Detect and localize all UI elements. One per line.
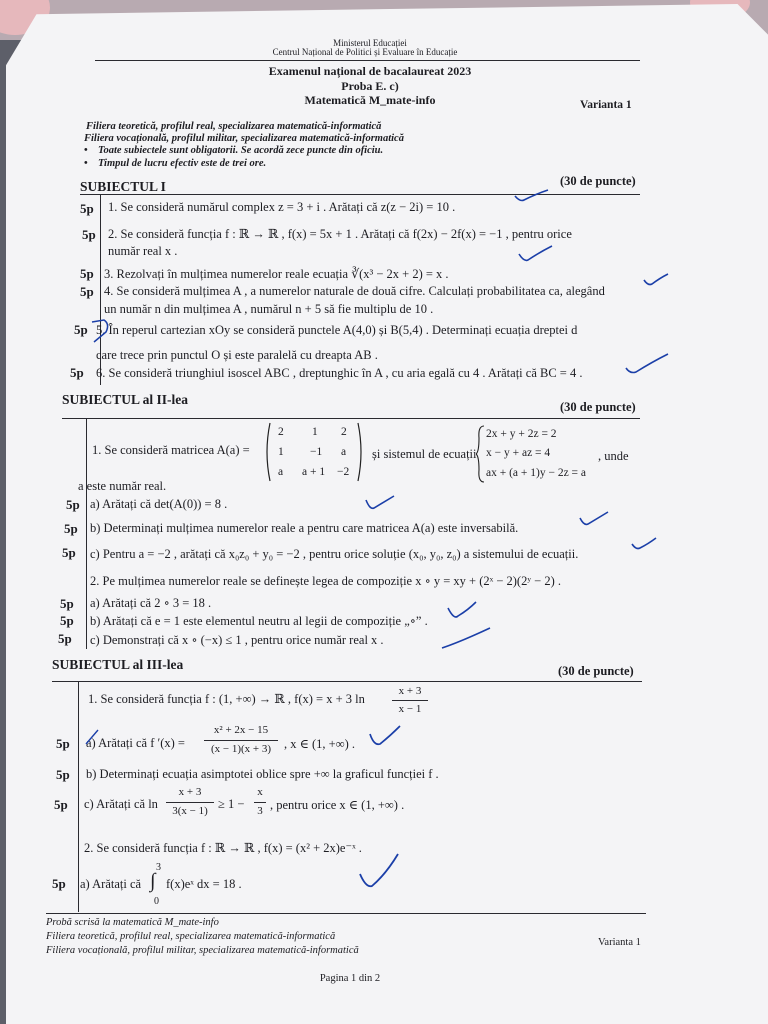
subject-title: Matematică M_mate-info [304, 93, 436, 107]
s3-1c-pts: 5p [54, 797, 68, 812]
matrix-cell: 1 [312, 426, 318, 438]
s3-p1-frac-bar [392, 700, 428, 701]
s3-2a-tail: f(x)eˣ dx = 18 . [166, 877, 242, 891]
s1-rule [80, 194, 640, 195]
intro-bullet-2: Timpul de lucru efectiv este de trei ore. [98, 158, 267, 169]
bullet-2-dot: • [84, 158, 88, 169]
variant-top: Varianta 1 [580, 99, 632, 111]
checkmark-icon [440, 624, 494, 654]
s1-q5-cont: care trece prin punctul O și este paralelă cu dreapta AB . [96, 348, 378, 362]
s2-1b-text: b) Determinați mulțimea numerelor reale a pentru care matricea A(a) este inversabilă. [90, 521, 519, 535]
footer-line-3: Filiera vocațională, profilul militar, specializarea matematică-informatică [46, 945, 359, 956]
s2-rule [62, 418, 640, 419]
s2-2a-pts: 5p [60, 596, 74, 611]
pen-scribble [84, 728, 102, 746]
ministry-line: Ministerul Educației [333, 38, 407, 48]
s3-1c-mid: ≥ 1 − [218, 797, 245, 811]
s3-2a-lower: 0 [154, 896, 159, 907]
system-brace [476, 424, 486, 484]
checkmark-icon [358, 852, 402, 892]
checkmark-icon [578, 510, 612, 530]
intro-line-2: Filiera vocațională, profilul militar, specializarea matematică-informatică [84, 133, 404, 144]
s1-title: SUBIECTUL I [80, 179, 166, 194]
footer-line-1: Probă scrisă la matematică M_mate-info [46, 917, 219, 928]
checkmark-icon [630, 536, 660, 554]
integral-sign: ∫ [150, 870, 156, 892]
s3-points: (30 de puncte) [558, 664, 634, 678]
pen-scribble [88, 318, 114, 346]
s2-system-lead: și sistemul de ecuații [372, 447, 477, 461]
exam-title: Examenul național de bacalaureat 2023 [268, 64, 472, 78]
s3-1c-lead: c) Arătați că ln [84, 797, 158, 811]
system-eq-2: x − y + az = 4 [486, 447, 551, 459]
s3-1a-pts: 5p [56, 736, 70, 751]
checkmark-icon [624, 352, 672, 378]
matrix-cell: a + 1 [302, 466, 326, 478]
s2-2c-pts: 5p [58, 631, 72, 646]
s3-2a-upper: 3 [156, 862, 161, 873]
checkmark-icon [516, 244, 556, 266]
matrix-cell: −1 [310, 446, 323, 458]
checkmark-icon [446, 600, 480, 624]
system-eq-1: 2x + y + 2z = 2 [486, 428, 557, 440]
matrix-cell: 2 [278, 426, 284, 438]
s3-1c-num2: x [257, 786, 263, 798]
s1-q5-pts: 5p [74, 322, 88, 337]
s3-1c-num: x + 3 [178, 786, 202, 798]
header-rule [95, 60, 640, 61]
s3-1c-frac2-bar [254, 802, 266, 803]
s1-q2-pts: 5p [82, 227, 96, 242]
center-line: Centrul Național de Politici și Evaluare în Educație [272, 47, 458, 57]
checkmark-icon [642, 270, 672, 288]
s3-rule [52, 681, 642, 682]
s3-2a-pts: 5p [52, 876, 66, 891]
matrix-cell: 1 [278, 446, 284, 458]
footer-page: Pagina 1 din 2 [319, 973, 381, 984]
s2-p1-lead: 1. Se consideră matricea A(a) = [92, 443, 250, 457]
footer-line-2: Filiera teoretică, profilul real, specializarea matematică-informatică [46, 931, 336, 942]
s1-q4-text: 4. Se consideră mulțimea A , a numerelor naturale de două cifre. Calculați probabilitatea ca, alegând [104, 284, 605, 298]
s1-q6-pts: 5p [70, 365, 84, 380]
matrix-cell: a [341, 446, 347, 458]
s2-2b-text: b) Arătați că e = 1 este elementul neutru al legii de compoziție „∘” . [90, 614, 428, 628]
checkmark-icon [512, 188, 552, 206]
s1-q3-pts: 5p [80, 266, 94, 281]
proba-title: Proba E. c) [341, 79, 399, 93]
matrix-cell: 2 [341, 426, 347, 438]
s3-1b-pts: 5p [56, 767, 70, 782]
s3-1a-frac-bar [204, 740, 278, 741]
s3-1c-den2: 3 [257, 805, 263, 817]
bullet-1-dot: • [84, 145, 88, 156]
s2-1c-text: c) Pentru a = −2 , arătați că x₀z₀ + y₀ = −2 , pentru orice soluție (x₀, y₀, z₀) a sistemului de ecuații. [90, 547, 579, 561]
s2-points: (30 de puncte) [560, 400, 636, 414]
s3-p1-frac-den: x − 1 [398, 703, 422, 715]
s1-q2-cont: număr real x . [108, 244, 178, 258]
s2-2a-text: a) Arătați că 2 ∘ 3 = 18 . [90, 596, 212, 610]
s1-q5-text: 5. În reperul cartezian xOy se consideră punctele A(4,0) și B(5,4) . Determinați ecuația dreptei d [96, 323, 578, 337]
s2-1a-text: a) Arătați că det(A(0)) = 8 . [90, 497, 228, 511]
s2-1a-pts: 5p [66, 497, 80, 512]
s2-unde: , unde [598, 449, 629, 463]
system-eq-3: ax + (a + 1)y − 2z = a [486, 467, 587, 479]
s3-2a-lead: a) Arătați că [80, 877, 142, 891]
s3-title: SUBIECTUL al III-lea [52, 657, 184, 672]
intro-line-1: Filiera teoretică, profilul real, specializarea matematică-informatică [86, 121, 382, 132]
footer-variant: Varianta 1 [598, 937, 641, 948]
s1-q1-pts: 5p [80, 201, 94, 216]
s3-p1-lead: 1. Se consideră funcția f : (1, +∞) → ℝ , f(x) = x + 3 ln [88, 692, 365, 706]
s2-pts-column [86, 419, 87, 649]
s3-1b-text: b) Determinați ecuația asimptotei oblice spre +∞ la graficul funcției f . [86, 767, 439, 781]
s2-1b-pts: 5p [64, 521, 78, 536]
s3-1c-frac-bar [166, 802, 214, 803]
s2-a-real: a este număr real. [78, 479, 167, 493]
s2-2b-pts: 5p [60, 613, 74, 628]
intro-bullet-1: Toate subiectele sunt obligatorii. Se acordă zece puncte din oficiu. [98, 145, 384, 156]
s3-1a-lead: a) Arătați că f ′(x) = [86, 736, 185, 750]
checkmark-icon [364, 492, 398, 514]
matrix-cell: −2 [337, 466, 350, 478]
s3-p2-lead: 2. Se consideră funcția f : ℝ → ℝ , f(x) = (x² + 2x)e⁻ˣ . [84, 841, 362, 855]
s1-q1-text: 1. Se consideră numărul complex z = 3 + i . Arătați că z(z − 2i) = 10 . [108, 200, 456, 214]
checkmark-icon [368, 724, 404, 750]
s3-p1-frac-num: x + 3 [398, 685, 422, 697]
s1-points: (30 de puncte) [560, 174, 636, 188]
matrix-cell: a [278, 466, 284, 478]
s1-q3-text: 3. Rezolvați în mulțimea numerelor reale ecuația ∛(x³ − 2x + 2) = x . [104, 267, 449, 281]
s3-pts-column [78, 682, 79, 912]
s2-1c-pts: 5p [62, 545, 76, 560]
s3-1c-den: 3(x − 1) [172, 805, 208, 817]
s3-1a-num: x² + 2x − 15 [213, 724, 269, 736]
s2-p2-lead: 2. Pe mulțimea numerelor reale se definește legea de compoziție x ∘ y = xy + (2ˣ − 2)(2ʸ − 2) . [90, 574, 562, 588]
s2-2c-text: c) Demonstrați că x ∘ (−x) ≤ 1 , pentru orice număr real x . [90, 633, 384, 647]
s3-1a-den: (x − 1)(x + 3) [210, 743, 272, 755]
s2-title: SUBIECTUL al II-lea [62, 392, 189, 407]
s1-q4-cont: un număr n din mulțimea A , numărul n + 5 să fie multiplu de 10 . [104, 302, 434, 316]
footer-rule [46, 913, 646, 914]
s1-q2-text: 2. Se consideră funcția f : ℝ → ℝ , f(x) = 5x + 1 . Arătați că f(2x) − 2f(x) = −1 , pentru orice [108, 227, 572, 241]
s1-q6-text: 6. Se consideră triunghiul isoscel ABC , dreptunghic în A , cu aria egală cu 4 . Arătați că BC = 4 . [96, 366, 583, 380]
s3-1a-tail: , x ∈ (1, +∞) . [284, 737, 356, 751]
s1-q4-pts: 5p [80, 284, 94, 299]
s3-1c-tail: , pentru orice x ∈ (1, +∞) . [270, 798, 405, 812]
